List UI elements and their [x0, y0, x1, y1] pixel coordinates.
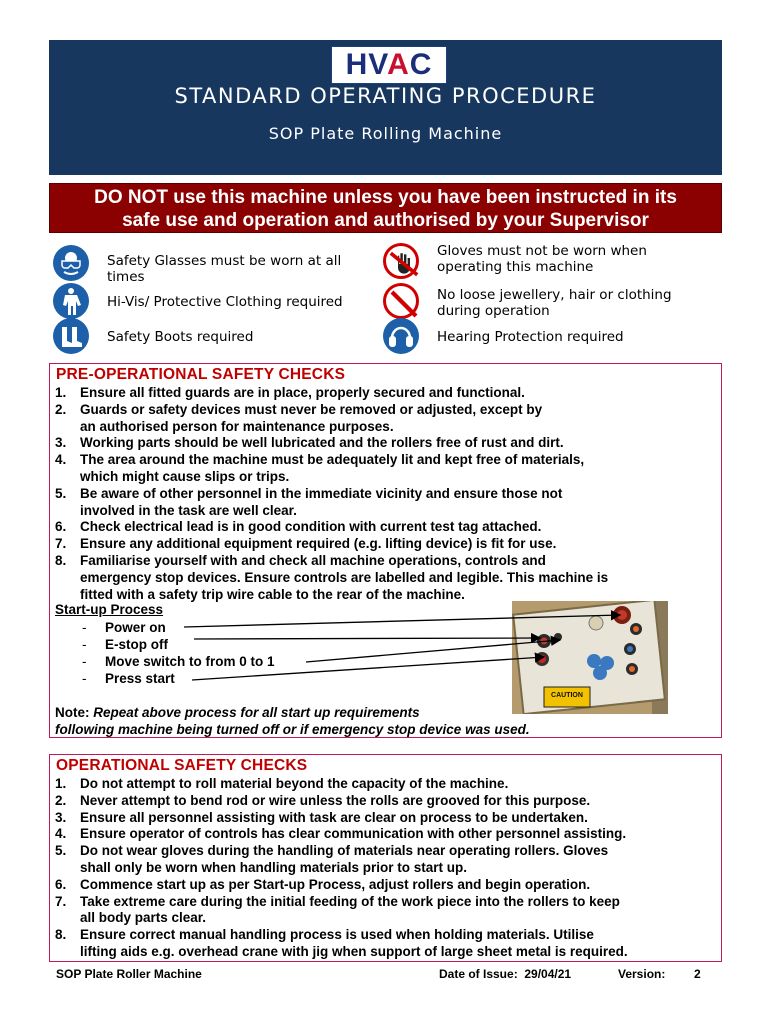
date-label: Date of Issue:	[439, 967, 518, 981]
list-item: 2. Guards or safety devices must never be removed or adjusted, except by an authorised person for maintenance purposes.	[55, 401, 543, 434]
list-item: 6. Commence start up as per Start-up Process, adjust rollers and begin operation.	[55, 876, 591, 892]
startup-step: - Press start	[82, 671, 175, 686]
ppe-text: Hi-Vis/ Protective Clothing required	[107, 294, 343, 310]
operational-section	[49, 754, 722, 962]
op-list	[55, 776, 628, 961]
startup-step: - Power on	[82, 620, 166, 635]
list-item: 1. Ensure all fitted guards are in place, properly secured and functional.	[55, 385, 525, 400]
ppe-text: Hearing Protection required	[437, 329, 624, 345]
note-line-1: Repeat above process for all start up requirements	[93, 705, 420, 720]
list-item: 4. Ensure operator of controls has clear communication with other personnel assisting.	[55, 826, 627, 842]
list-item: 3. Working parts should be well lubricated and the rollers free of rust and dirt.	[55, 435, 564, 451]
startup-process-title: Start-up Process	[55, 602, 164, 617]
arrow-power-on	[184, 615, 620, 627]
list-item: 8. Ensure correct manual handling process is used when holding materials. Utilise lifting aids e.g. overhead crane with jig when support of large sheet metal is required.	[55, 927, 628, 959]
logo-text: HVAC	[345, 48, 433, 81]
ppe-text: Safety Boots required	[107, 329, 254, 345]
arrow-e-stop	[194, 638, 540, 639]
footer-document-name: SOP Plate Roller Machine	[56, 967, 202, 981]
date-value: 29/04/21	[524, 967, 572, 981]
document-title: STANDARD OPERATING PROCEDURE	[174, 84, 597, 108]
footer-version-value: 2	[694, 967, 701, 981]
list-item: 7. Take extreme care during the initial feeding of the work piece into the rollers to keep all body parts clear.	[55, 893, 620, 926]
list-item: 6. Check electrical lead is in good condition with current test tag attached.	[55, 519, 542, 535]
list-item: 3. Ensure all personnel assisting with task are clear on process to be undertaken.	[55, 809, 588, 825]
list-item: 1. Do not attempt to roll material beyond the capacity of the machine.	[55, 776, 509, 791]
document-subtitle: SOP Plate Rolling Machine	[268, 124, 503, 143]
ppe-text: Gloves must not be worn when operating this machine	[437, 243, 647, 275]
list-item: 2. Never attempt to bend rod or wire unless the rolls are grooved for this purpose.	[55, 792, 591, 808]
photo-caution-label: CAUTION	[551, 692, 583, 699]
list-item: 8. Familiarise yourself with and check all machine operations, controls and emergency stop devices. Ensure controls are labelled and legible. This machine is fitted with a safety trip wire cable to the rear of the machine.	[55, 552, 609, 602]
ppe-text: No loose jewellery, hair or clothing during operation	[437, 287, 672, 319]
startup-step: - E-stop off	[82, 637, 168, 652]
list-item: 5. Do not wear gloves during the handling of materials near operating rollers. Gloves shall only be worn when handling materials prior to start up.	[55, 843, 609, 875]
startup-step: - Move switch to from 0 to 1	[82, 654, 275, 669]
note-line-2: following machine being turned off or if emergency stop device was used.	[55, 722, 530, 737]
footer-date	[439, 967, 571, 981]
section-heading: OPERATIONAL SAFETY CHECKS	[56, 757, 308, 774]
list-item: 5. Be aware of other personnel in the immediate vicinity and ensure those not involved in the task are well clear.	[55, 485, 563, 518]
note-label: Note:	[55, 705, 90, 720]
section-heading: PRE-OPERATIONAL SAFETY CHECKS	[56, 366, 346, 383]
list-item: 4. The area around the machine must be adequately lit and kept free of materials, which might cause slips or trips.	[55, 452, 585, 484]
arrow-press-start	[192, 657, 544, 680]
warning-line-2: safe use and operation and authorised by your Supervisor	[122, 210, 649, 231]
list-item: 7. Ensure any additional equipment required (e.g. lifting device) is fit for use.	[55, 536, 557, 552]
warning-line-1: DO NOT use this machine unless you have been instructed in its	[94, 187, 677, 208]
ppe-text: Safety Glasses must be worn at all times	[107, 253, 342, 285]
footer-version-label: Version:	[618, 967, 666, 981]
